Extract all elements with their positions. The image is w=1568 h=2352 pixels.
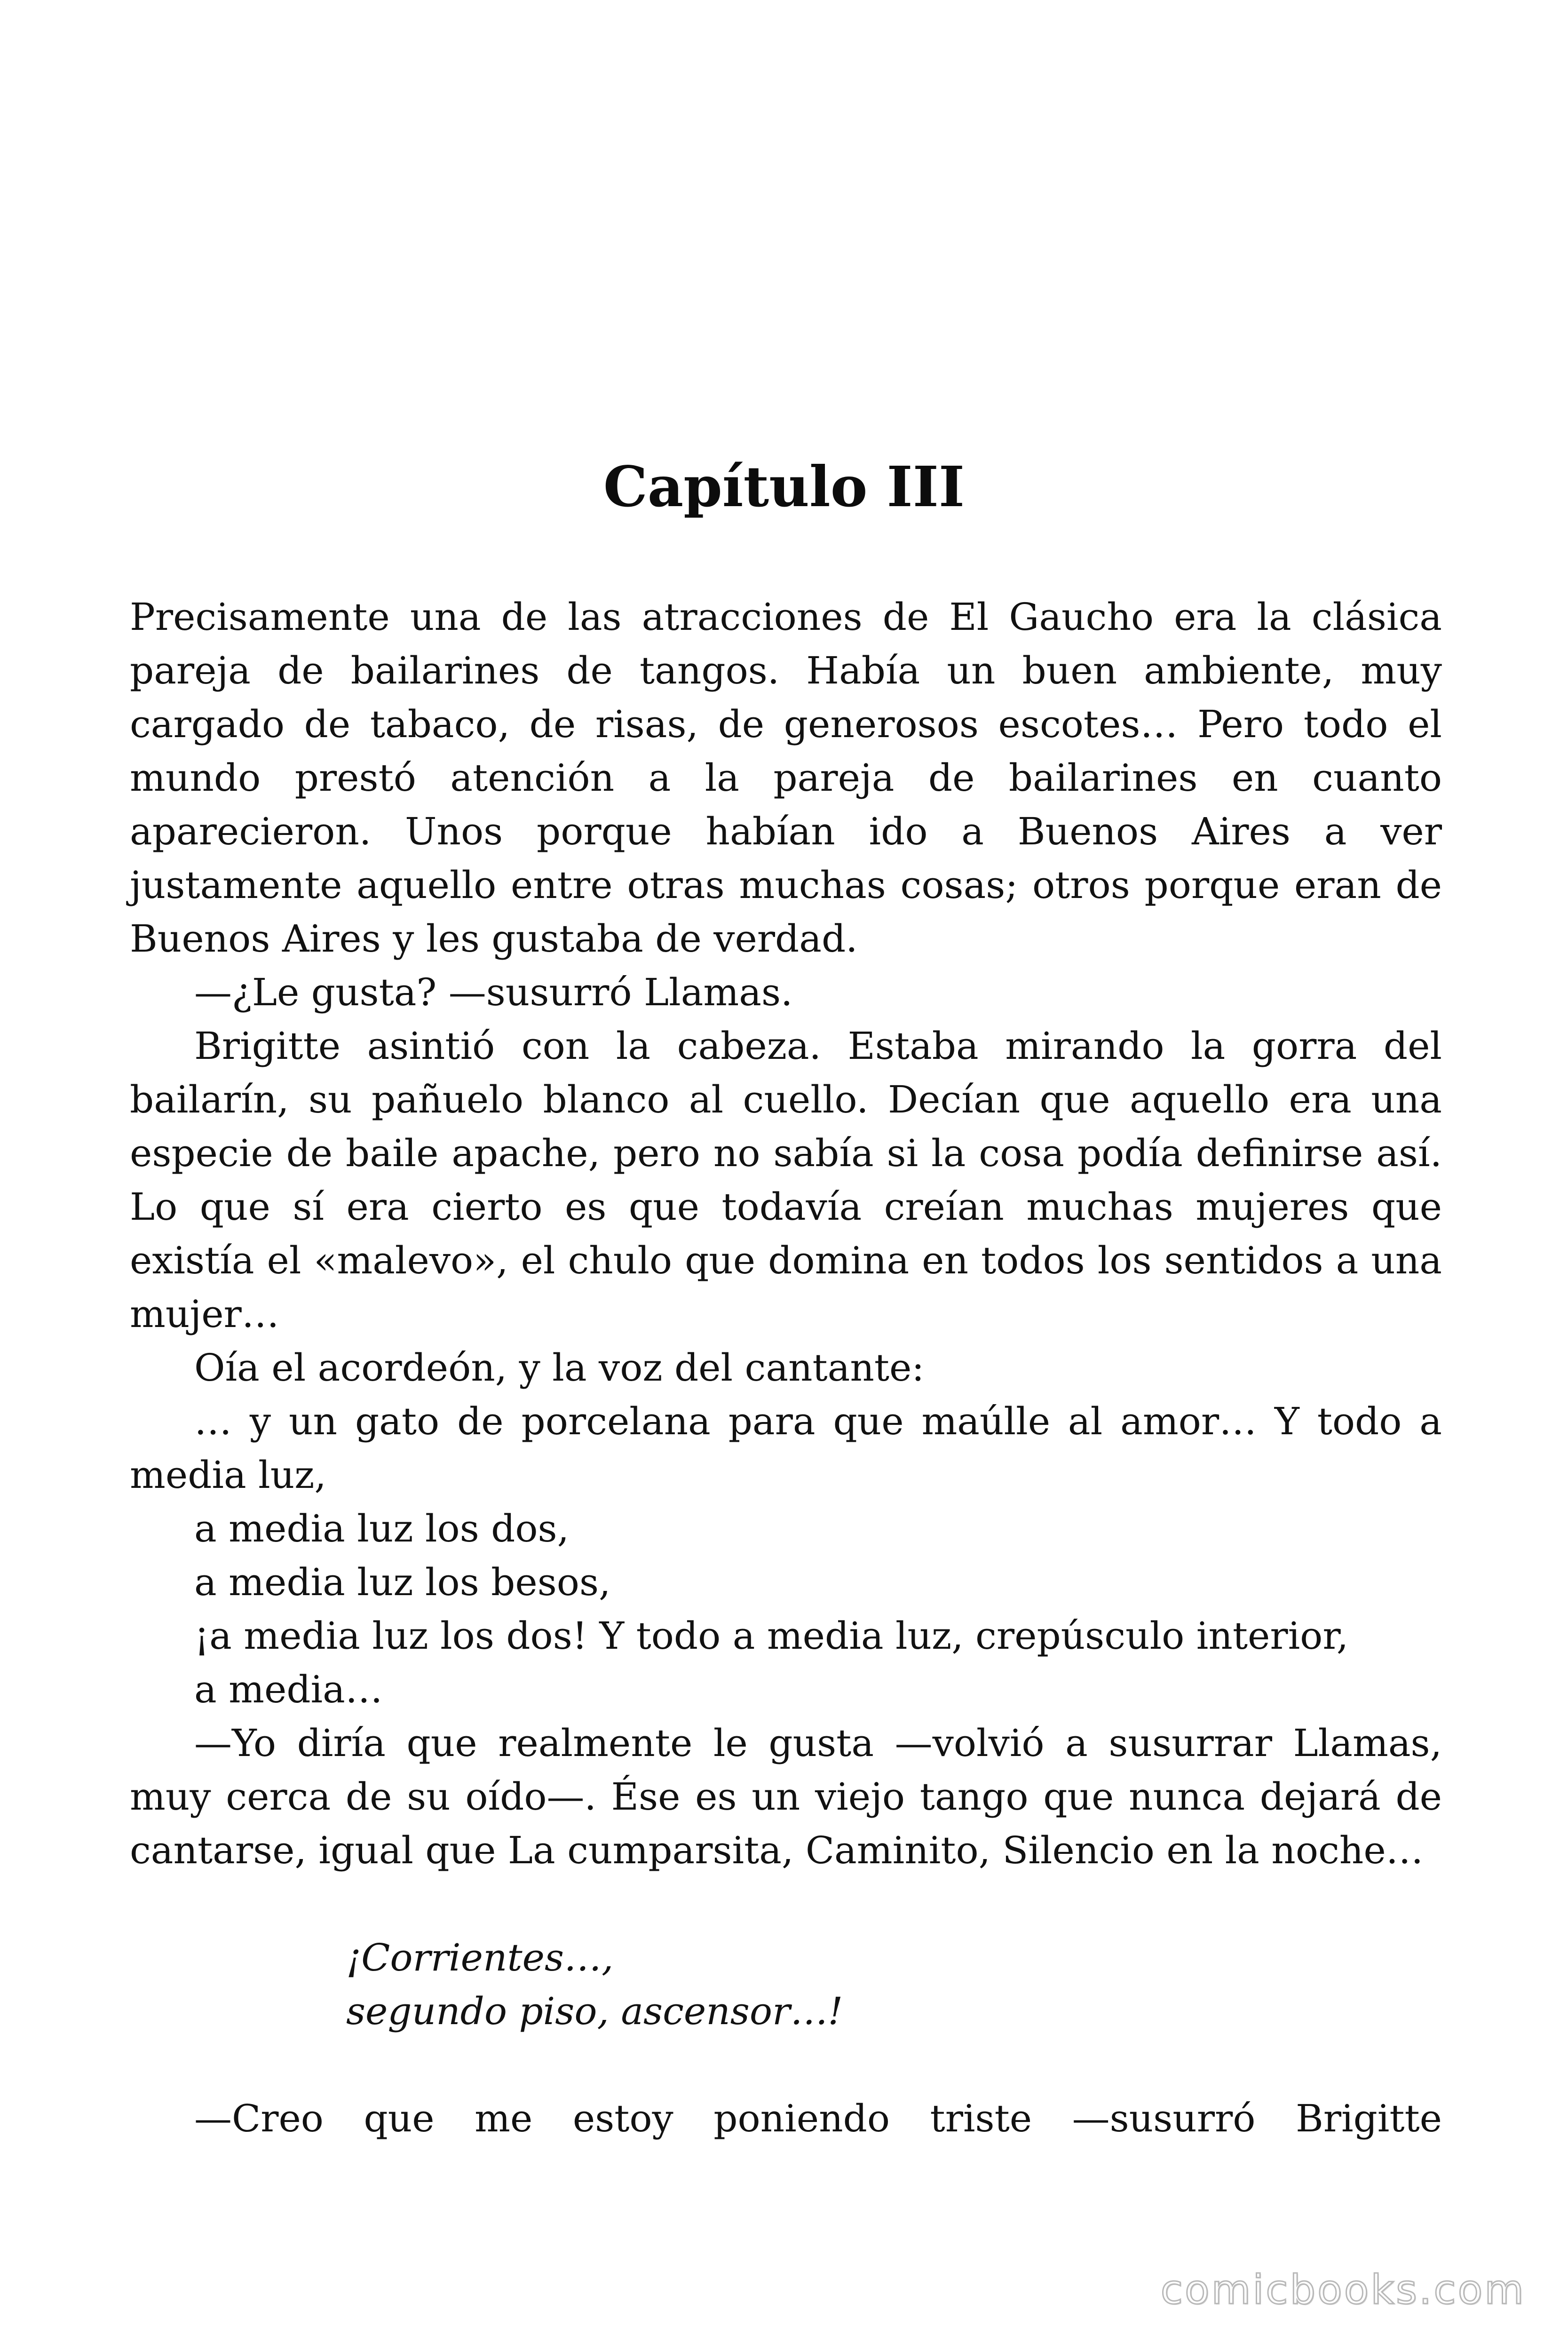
paragraph-accordion: Oía el acordeón, y la voz del cantante: [194, 1346, 925, 1390]
poem-line: ¡Corrientes…, [346, 1936, 614, 1979]
watermark-logo: comicbooks.com [1160, 2266, 1526, 2313]
paragraph-dialogue-llamas: —¿Le gusta? —susurró Llamas. [194, 970, 793, 1014]
song-line: a media luz los besos, [194, 1560, 611, 1604]
paragraph-opening: Precisamente una de las atracciones de El Gaucho era la clásica pareja de bailarines de tangos. Había un buen ambiente, muy cargado de tabaco, de risas, de generosos escotes… Pero todo el mundo prestó atención a la pareja de bailarines en cuanto aparecieron. Unos porque habían ido a Buenos Aires a ver justamente aquello entre otras muchas cosas; otros porque eran de Buenos Aires y les gustaba de verdad. [130, 595, 1442, 961]
song-line: a media luz los dos, [194, 1507, 570, 1550]
paragraph-final-line: —Creo que me estoy poniendo triste —susurró Brigitte [194, 2097, 1442, 2140]
body-text [130, 590, 1442, 2145]
poem-line: segundo piso, ascensor…! [346, 1989, 843, 2033]
song-line: a media… [194, 1668, 383, 1711]
chapter-title: Capítulo III [603, 454, 965, 519]
paragraph-brigitte-nods: Brigitte asintió con la cabeza. Estaba mirando la gorra del bailarín, su pañuelo blanco al cuello. Decían que aquello era una especie de baile apache, pero no sabía si la cosa podía definirse así. Lo que sí era cierto es que todavía creían muchas mujeres que existía el «malevo», el chulo que domina en todos los sentidos a una mujer… [130, 1024, 1442, 1336]
song-line: ¡a media luz los dos! Y todo a media luz, crepúsculo interior, [194, 1614, 1349, 1658]
paragraph-song-start: … y un gato de porcelana para que maúlle al amor… Y todo a media luz, [130, 1399, 1442, 1497]
paragraph-llamas-tango: —Yo diría que realmente le gusta —volvió a susurrar Llamas, muy cerca de su oído—. Ése es un viejo tango que nunca dejará de cantarse, igual que La cumparsita, Caminito, Silencio en la noche… [130, 1721, 1442, 1872]
poem-quote [130, 1931, 1442, 2038]
